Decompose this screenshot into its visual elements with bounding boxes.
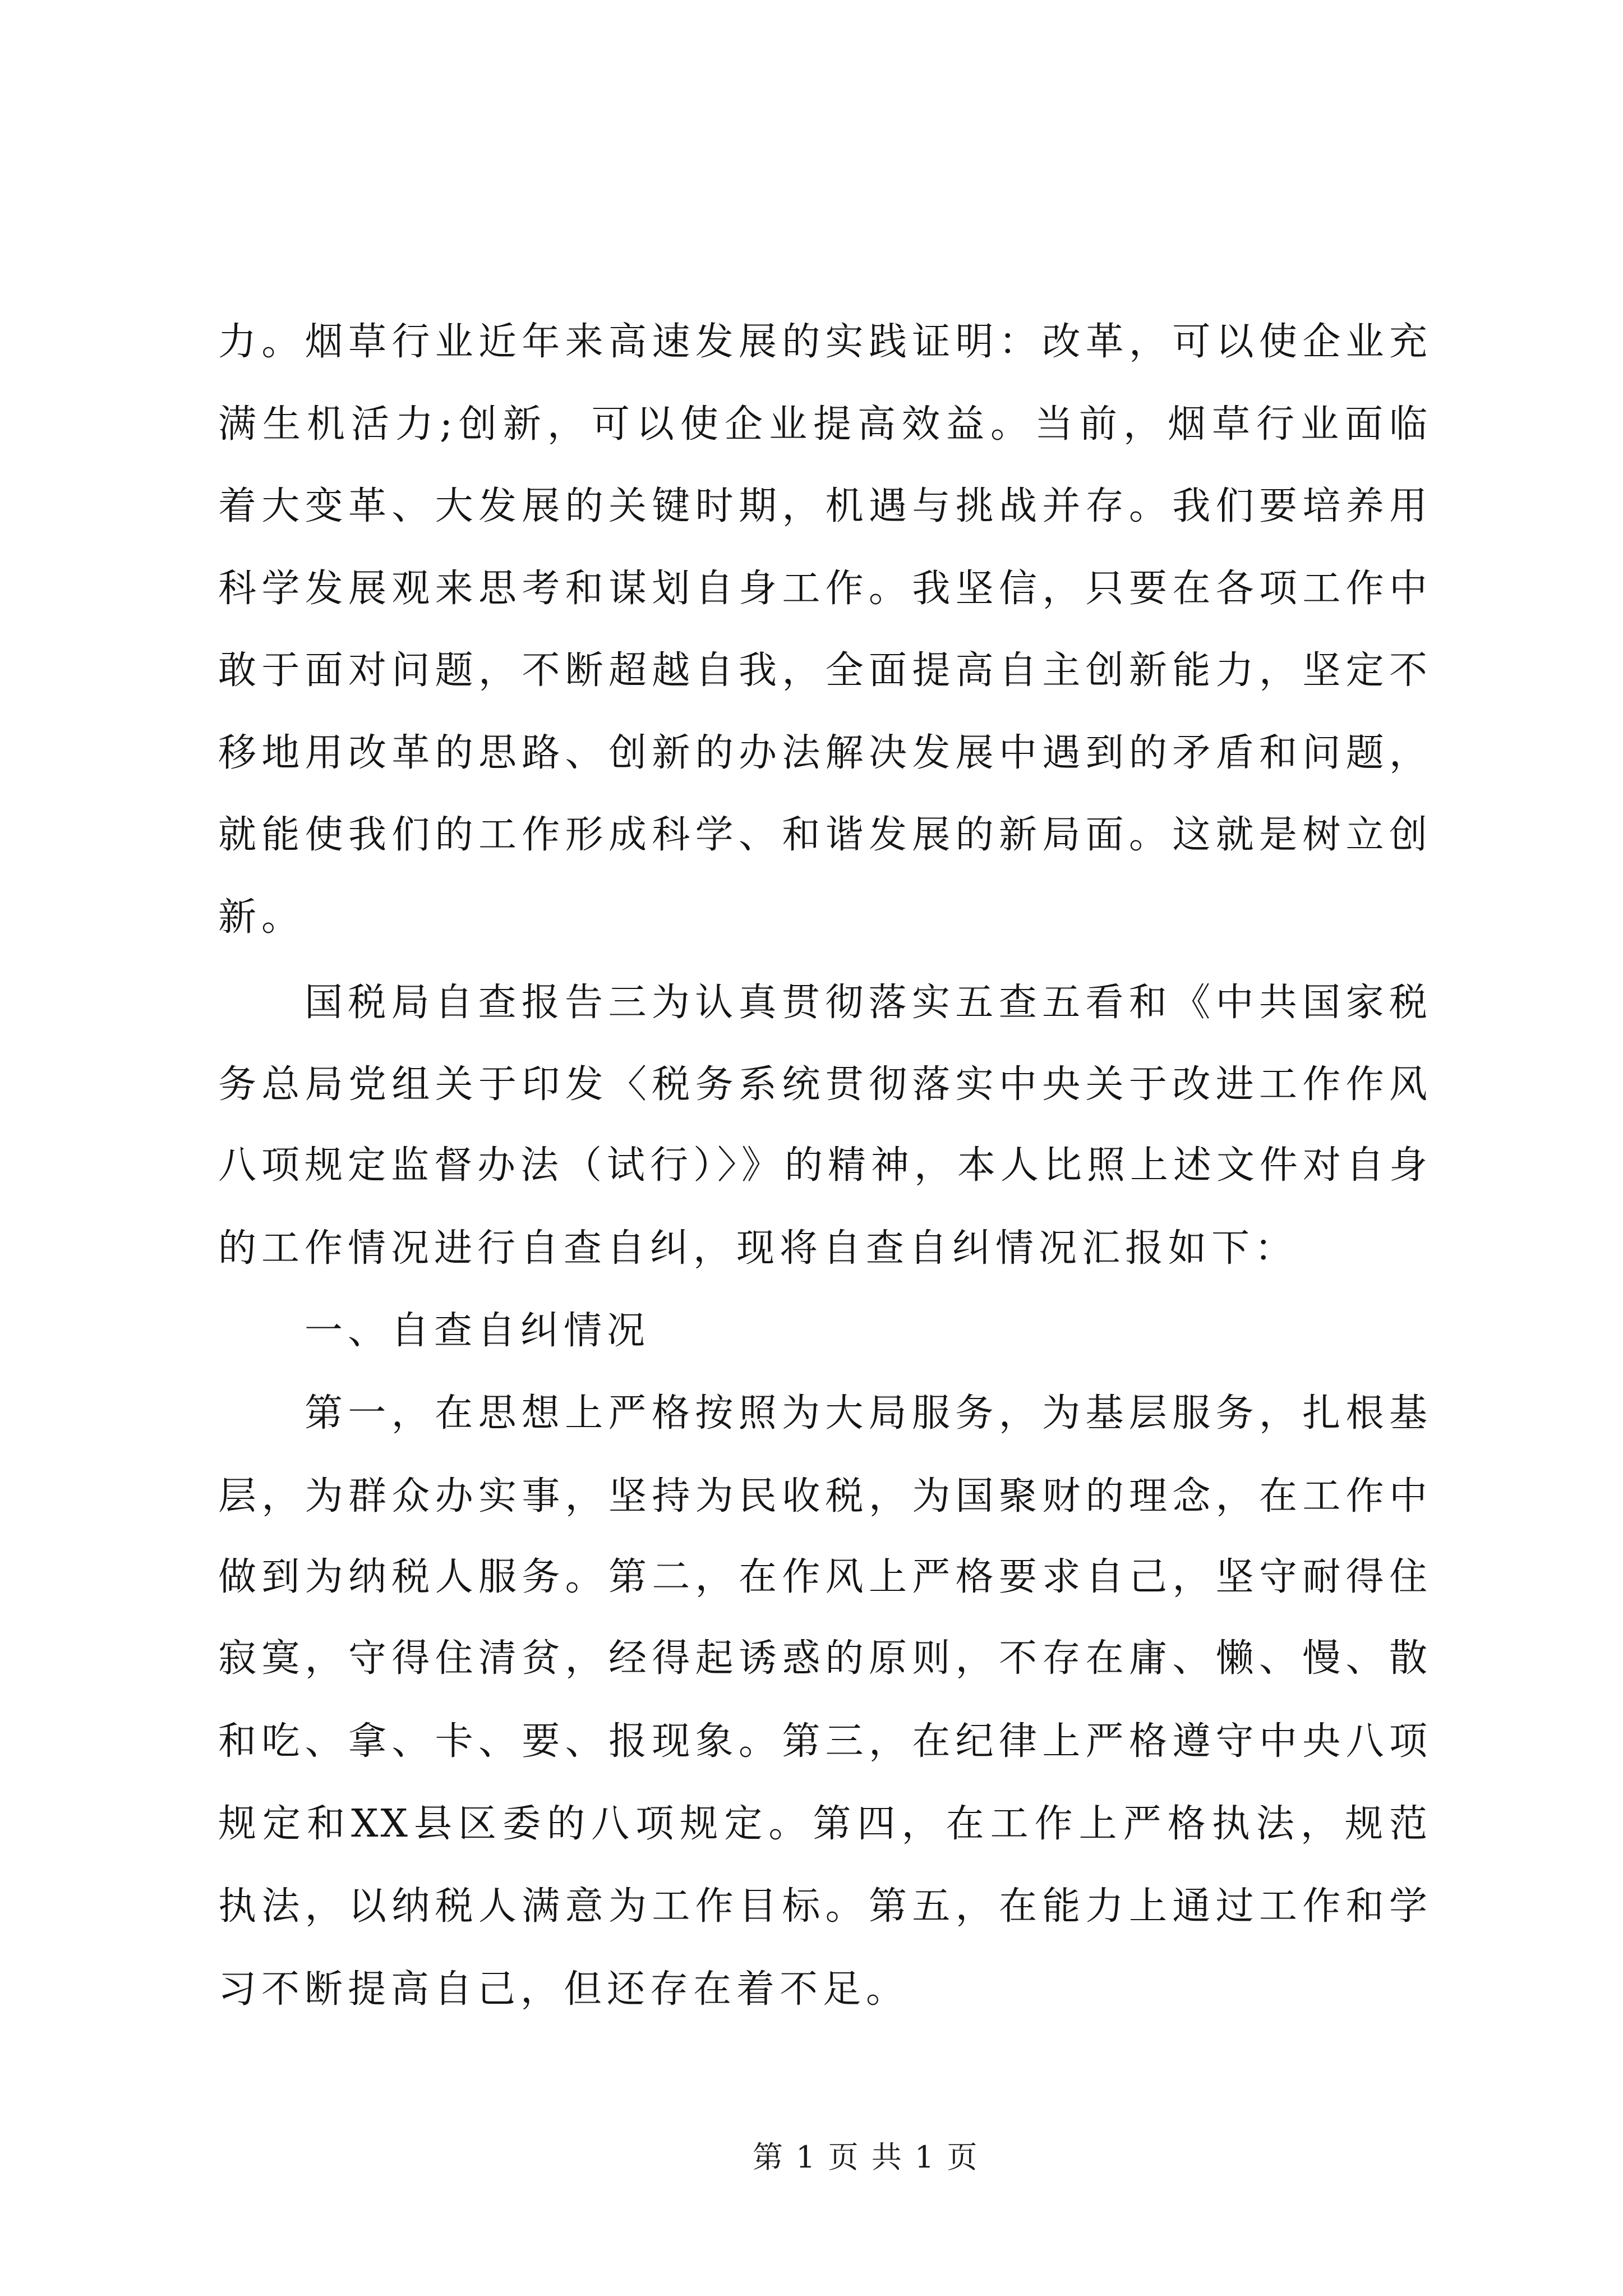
page-footer: 第 1 页 共 1 页 <box>753 2139 979 2175</box>
body-line: 规定和XX县区委的八项规定。第四，在工作上严格执法，规范 <box>218 1802 1430 1846</box>
body-line: 执法，以纳税人满意为工作目标。第五，在能力上通过工作和学 <box>218 1884 1430 1929</box>
body-line: 务总局党组关于印发〈税务系统贯彻落实中央关于改进工作作风 <box>218 1062 1430 1107</box>
body-line: 做到为纳税人服务。第二，在作风上严格要求自己，坚守耐得住 <box>218 1555 1430 1599</box>
body-line: 习不断提高自己，但还存在着不足。 <box>218 1967 910 2012</box>
body-line: 满生机活力;创新，可以使企业提高效益。当前，烟草行业面临 <box>218 402 1430 447</box>
body-line: 新。 <box>218 895 305 940</box>
body-line: 国税局自查报告三为认真贯彻落实五查五看和《中共国家税 <box>305 981 1430 1025</box>
body-line: 第一，在思想上严格按照为大局服务，为基层服务，扎根基 <box>305 1391 1430 1435</box>
body-line: 寂寞，守得住清贫，经得起诱惑的原则，不存在庸、懒、慢、散 <box>218 1636 1430 1681</box>
body-line: 和吃、拿、卡、要、报现象。第三，在纪律上严格遵守中央八项 <box>218 1719 1430 1764</box>
body-line: 科学发展观来思考和谋划自身工作。我坚信，只要在各项工作中 <box>218 567 1430 611</box>
body-line: 层，为群众办实事，坚持为民收税，为国聚财的理念，在工作中 <box>218 1474 1430 1519</box>
body-line: 力。烟草行业近年来高速发展的实践证明：改革，可以使企业充 <box>218 320 1430 364</box>
body-line: 八项规定监督办法（试行）〉》的精神，本人比照上述文件对自身 <box>218 1143 1430 1188</box>
body-line: 就能使我们的工作形成科学、和谐发展的新局面。这就是树立创 <box>218 813 1430 857</box>
body-line: 敢于面对问题，不断超越自我，全面提高自主创新能力，坚定不 <box>218 648 1430 693</box>
body-line: 着大变革、大发展的关键时期，机遇与挑战并存。我们要培养用 <box>218 484 1430 528</box>
body-line: 的工作情况进行自查自纠，现将自查自纠情况汇报如下： <box>218 1226 1298 1271</box>
body-line: 移地用改革的思路、创新的办法解决发展中遇到的矛盾和问题， <box>218 731 1430 775</box>
section-heading-text: 一、自查自纠情况 <box>305 1309 651 1353</box>
